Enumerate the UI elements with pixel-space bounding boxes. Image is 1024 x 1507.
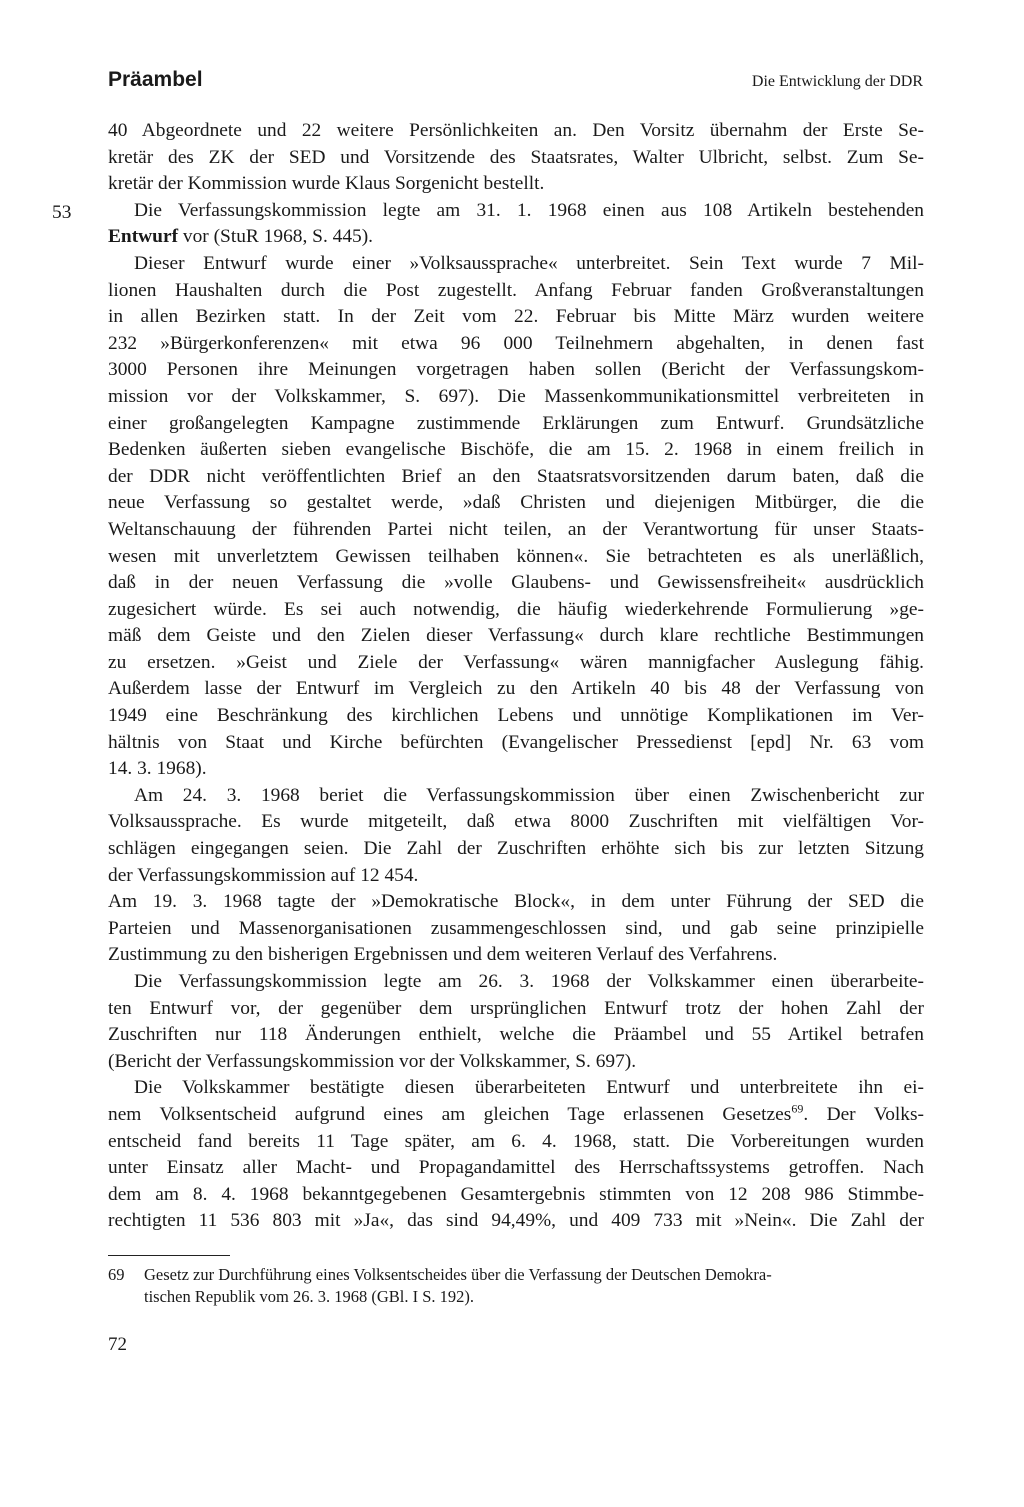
text-line: rechtigten 11 536 803 mit »Ja«, das sind 94,49%, und 409 733 mit »Nein«. Die Zahl der bbox=[108, 1210, 924, 1232]
text-line: Bedenken äußerten sieben evangelische Bischöfe, die am 15. 2. 1968 in einem freilich in bbox=[108, 439, 924, 461]
footnote-line bbox=[108, 1264, 924, 1286]
text-line: 14. 3. 1968). bbox=[108, 758, 207, 780]
text-line: Weltanschauung der führenden Partei nicht teilen, an der Verantwortung für unser Staats- bbox=[108, 518, 924, 540]
text-line: Zustimmung zu den bisherigen Ergebnissen und dem weiteren Verlauf des Verfahrens. bbox=[108, 944, 778, 966]
text-line: Außerdem lasse der Entwurf im Vergleich zu den Artikeln 40 bis 48 der Verfassung von bbox=[108, 678, 924, 700]
text-line: Volksaussprache. Es wurde mitgeteilt, daß etwa 8000 Zuschriften mit vielfältigen Vor- bbox=[108, 811, 924, 833]
text-line: kretär des ZK der SED und Vorsitzende des Staatsrates, Walter Ulbricht, selbst. Zum Se- bbox=[108, 146, 924, 168]
text-line: kretär der Kommission wurde Klaus Sorgenicht bestellt. bbox=[108, 173, 545, 195]
text-span: nem Volksentscheid aufgrund eines am gleichen Tage erlassenen Gesetzes bbox=[108, 1103, 792, 1125]
margin-number: 53 bbox=[52, 201, 72, 223]
footnote-line: tischen Republik vom 26. 3. 1968 (GBl. I S. 192). bbox=[144, 1287, 474, 1306]
text-line: schlägen eingegangen seien. Die Zahl der Zuschriften erhöhte sich bis zur letzten Sitzung bbox=[108, 838, 924, 860]
chapter-header: Die Entwicklung der DDR bbox=[751, 73, 923, 90]
text-line: unter Einsatz aller Macht- und Propagandamittel des Herrschaftssystems getroffen. Nach bbox=[108, 1157, 924, 1179]
text-line: mission vor der Volkskammer, S. 697). Die Massenkommunikationsmittel verbreiteten in bbox=[108, 385, 924, 407]
text-line: 1949 eine Beschränkung des kirchlichen Lebens und unnötige Komplikationen im Ver- bbox=[108, 705, 924, 727]
text-line: Zuschriften nur 118 Änderungen enthielt, welche die Präambel und 55 Artikel betrafen bbox=[108, 1024, 924, 1046]
body-text bbox=[108, 118, 924, 1235]
text-line: Die Verfassungskommission legte am 26. 3. 1968 der Volkskammer einen überarbeite- bbox=[134, 971, 924, 992]
text-line: dem am 8. 4. 1968 bekanntgegebenen Gesamtergebnis stimmten von 12 208 986 Stimmbe- bbox=[108, 1183, 924, 1205]
text-line: lionen Haushalten durch die Post zugestellt. Anfang Februar fanden Großveranstaltungen bbox=[108, 279, 924, 301]
text-line: hältnis von Staat und Kirche befürchten (Evangelischer Pressedienst [epd] Nr. 63 vom bbox=[108, 731, 924, 753]
text-line: in allen Bezirken statt. In der Zeit vom 22. Februar bis Mitte März wurden weitere bbox=[108, 306, 924, 328]
section-header: Präambel bbox=[108, 68, 203, 91]
page-number: 72 bbox=[108, 1334, 127, 1355]
footnotes bbox=[108, 1264, 924, 1308]
text-span: vor (StuR 1968, S. 445). bbox=[178, 226, 374, 248]
text-line bbox=[108, 1102, 924, 1129]
text-line: (Bericht der Verfassungskommission vor der Volkskammer, S. 697). bbox=[108, 1050, 637, 1072]
text-line: einer großangelegten Kampagne zustimmende Erklärungen zum Entwurf. Grundsätzliche bbox=[108, 412, 924, 434]
text-line: Am 24. 3. 1968 beriet die Verfassungskommission über einen Zwischenbericht zur bbox=[134, 784, 924, 806]
text-line bbox=[108, 224, 924, 251]
text-line: 232 »Bürgerkonferenzen« mit etwa 96 000 Teilnehmern abgehalten, in denen fast bbox=[108, 332, 924, 354]
text-line: daß in der neuen Verfassung die »volle Glaubens- und Gewissensfreiheit« ausdrücklich bbox=[108, 572, 924, 594]
text-line: ten Entwurf vor, der gegenüber dem ursprünglichen Entwurf trotz der hohen Zahl der bbox=[108, 997, 924, 1019]
footnote-number: 69 bbox=[108, 1265, 125, 1284]
text-line: Am 19. 3. 1968 tagte der »Demokratische Block«, in dem unter Führung der SED die bbox=[108, 891, 924, 913]
footnote-ref: 69 bbox=[791, 1101, 804, 1116]
footnote-divider bbox=[108, 1255, 230, 1256]
text-line: zugesichert würde. Es sei auch notwendig, die häufig wiederkehrende Formulierung »ge- bbox=[108, 598, 924, 620]
text-line: neue Verfassung so gestaltet werde, »daß Christen und diejenigen Mitbürger, die die bbox=[108, 492, 924, 514]
text-line: wesen mit unverletztem Gewissen teilhaben können«. Sie betrachteten es als unerläßlich, bbox=[108, 545, 924, 567]
text-line: Die Volkskammer bestätigte diesen überarbeiteten Entwurf und unterbreitete ihn ei- bbox=[134, 1077, 924, 1099]
text-line: 3000 Personen ihre Meinungen vorgetragen haben sollen (Bericht der Verfassungskom- bbox=[108, 359, 924, 381]
text-line: entscheid fand bereits 11 Tage später, am 6. 4. 1968, statt. Die Vorbereitungen wurden bbox=[108, 1130, 924, 1152]
text-line: der Verfassungskommission auf 12 454. bbox=[108, 864, 419, 886]
text-line: Dieser Entwurf wurde einer »Volksaussprache« unterbreitet. Sein Text wurde 7 Mil- bbox=[134, 252, 924, 274]
text-line: der DDR nicht veröffentlichten Brief an den Staatsratsvorsitzenden darum baten, daß die bbox=[108, 465, 924, 487]
footnote-text: Gesetz zur Durchführung eines Volksentscheides über die Verfassung der Deutschen Demokra- bbox=[144, 1265, 772, 1284]
text-line: 40 Abgeordnete und 22 weitere Persönlichkeiten an. Den Vorsitz übernahm der Erste Se- bbox=[108, 120, 924, 141]
text-line: zu ersetzen. »Geist und Ziele der Verfassung« wären mannigfacher Auslegung fähig. bbox=[108, 651, 924, 673]
text-line: Die Verfassungskommission legte am 31. 1. 1968 einen aus 108 Artikeln bestehenden bbox=[134, 199, 924, 221]
text-line: Parteien und Massenorganisationen zusammengeschlossen sind, und gab seine prinzipielle bbox=[108, 917, 924, 939]
bold-term: Entwurf bbox=[108, 226, 179, 248]
text-line: mäß dem Geiste und den Zielen dieser Verfassung« durch klare rechtliche Bestimmungen bbox=[108, 625, 924, 647]
text-span: . Der Volks- bbox=[803, 1103, 924, 1125]
